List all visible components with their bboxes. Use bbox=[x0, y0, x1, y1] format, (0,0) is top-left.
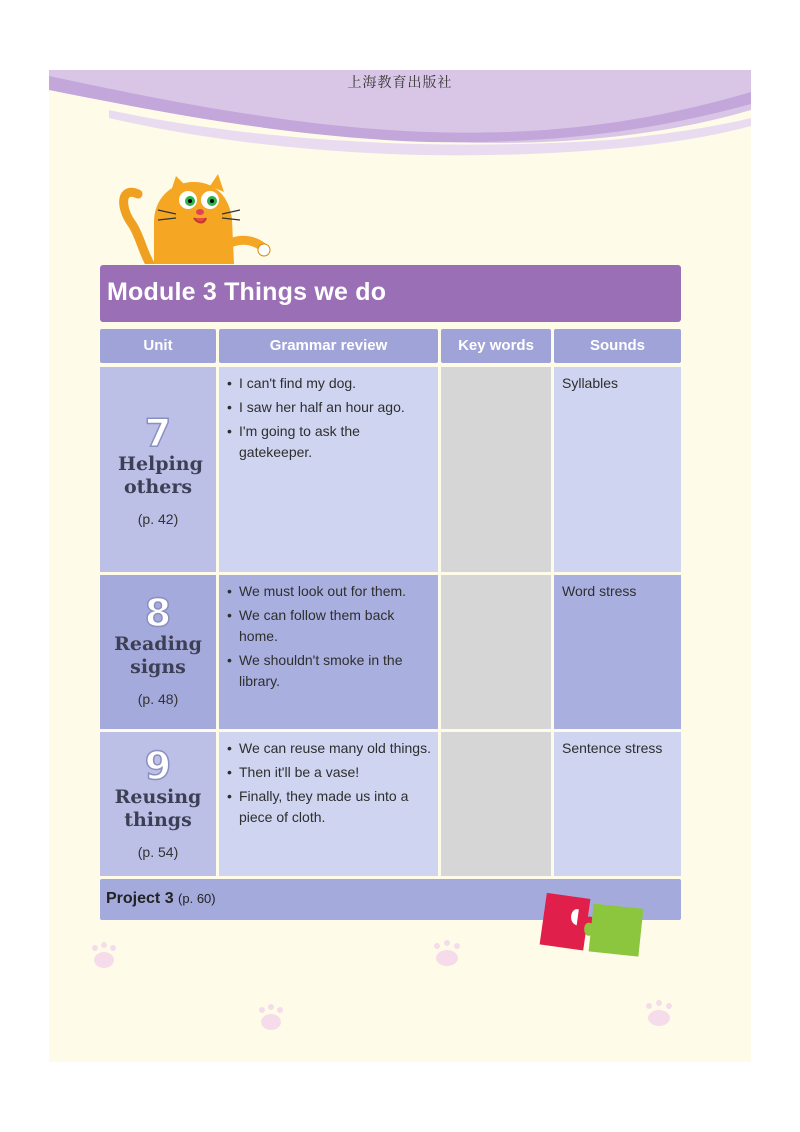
unit-title: Reusing things bbox=[114, 786, 202, 831]
sounds-cell bbox=[554, 732, 681, 876]
column-header-key-words: Key words bbox=[441, 329, 551, 363]
module-title: Module 3 Things we do bbox=[107, 278, 387, 306]
module-title-banner bbox=[100, 265, 681, 322]
puzzle-piece-icon bbox=[537, 892, 647, 964]
grammar-item: • We must look out for them. bbox=[227, 581, 432, 602]
sounds-cell bbox=[554, 575, 681, 729]
key-words-cell bbox=[441, 367, 551, 572]
grammar-cell bbox=[219, 732, 438, 876]
sound-label: Word stress bbox=[562, 583, 637, 599]
unit-cell bbox=[100, 732, 216, 876]
project-title: Project 3 bbox=[106, 890, 174, 907]
grammar-item: • We shouldn't smoke in the library. bbox=[227, 650, 432, 692]
column-header-unit: Unit bbox=[100, 329, 216, 363]
project-label bbox=[106, 890, 216, 908]
grammar-cell bbox=[219, 367, 438, 572]
unit-page-ref: (p. 54) bbox=[137, 844, 179, 860]
grammar-item: • We can reuse many old things. bbox=[227, 738, 432, 759]
grammar-cell bbox=[219, 575, 438, 729]
unit-number: 7 bbox=[144, 411, 172, 455]
unit-number: 9 bbox=[144, 744, 172, 788]
sound-label: Syllables bbox=[562, 375, 619, 391]
unit-title: Reading signs bbox=[114, 633, 202, 678]
grammar-item: • Then it'll be a vase! bbox=[227, 762, 432, 783]
publisher-name: 上海教育出版社 bbox=[347, 75, 453, 91]
key-words-cell bbox=[441, 732, 551, 876]
project-page-ref: (p. 60) bbox=[178, 891, 216, 906]
key-words-cell bbox=[441, 575, 551, 729]
grammar-item: • I'm going to ask the gatekeeper. bbox=[227, 421, 432, 463]
unit-page-ref: (p. 48) bbox=[137, 691, 179, 707]
cat-mascot-icon bbox=[118, 172, 273, 264]
grammar-list bbox=[219, 732, 438, 828]
unit-page-ref: (p. 42) bbox=[137, 511, 179, 527]
unit-cell bbox=[100, 575, 216, 729]
unit-title: Helping others bbox=[118, 453, 203, 498]
grammar-item: • Finally, they made us into a piece of cloth. bbox=[227, 786, 432, 828]
grammar-list bbox=[219, 575, 438, 692]
column-header-sounds: Sounds bbox=[554, 329, 681, 363]
grammar-item: • We can follow them back home. bbox=[227, 605, 432, 647]
grammar-item: • I can't find my dog. bbox=[227, 373, 432, 394]
grammar-item: • I saw her half an hour ago. bbox=[227, 397, 432, 418]
sound-label: Sentence stress bbox=[562, 740, 663, 756]
sounds-cell bbox=[554, 367, 681, 572]
unit-number: 8 bbox=[144, 591, 172, 635]
grammar-list bbox=[219, 367, 438, 463]
unit-cell bbox=[100, 367, 216, 572]
column-header-grammar: Grammar review bbox=[219, 329, 438, 363]
